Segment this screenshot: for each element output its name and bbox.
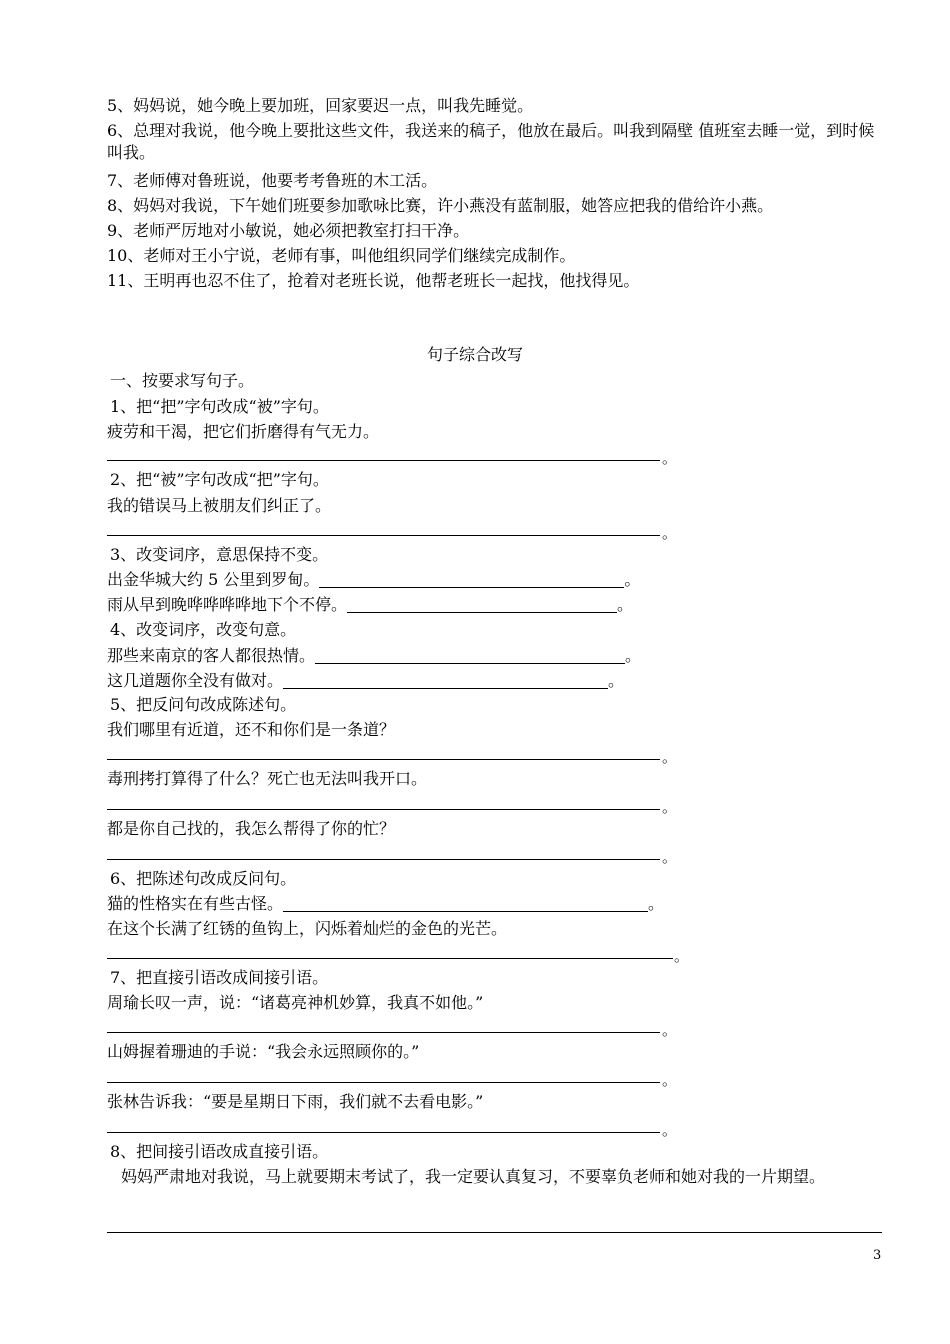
q4-answer-line-1[interactable] xyxy=(315,647,625,664)
q6-sentence-2: 在这个长满了红锈的鱼钩上，闪烁着灿烂的金色的光芒。 xyxy=(107,919,508,938)
q7-end-mark-3: 。 xyxy=(662,1121,678,1139)
q5-title: 5、把反问句改成陈述句。 xyxy=(110,695,297,714)
page-number: 3 xyxy=(873,1248,882,1263)
q4-answer-line-2[interactable] xyxy=(283,672,608,689)
q6-end-mark-2: 。 xyxy=(674,947,690,965)
q6-sentence-1: 猫的性格实在有些古怪。 xyxy=(107,894,284,913)
section-title: 句子综合改写 xyxy=(426,345,523,364)
q2-end-mark: 。 xyxy=(662,524,678,542)
top-item-7: 7、老师傅对鲁班说，他要考考鲁班的木工活。 xyxy=(107,171,438,190)
top-item-10: 10、老师对王小宁说，老师有事，叫他组织同学们继续完成制作。 xyxy=(107,246,576,265)
q4-sentence-1: 那些来南京的客人都很热情。 xyxy=(107,646,316,665)
top-item-6: 6、总理对我说，他今晚上要批这些文件，我送来的稿子，他放在最后。叫我到隔壁 值班室去睡一觉，到时候叫我。 xyxy=(107,121,875,162)
q6-sentence-1-row xyxy=(107,893,664,915)
q5-answer-line-3[interactable] xyxy=(107,859,660,860)
q4-sentence-2: 这几道题你全没有做对。 xyxy=(107,671,284,690)
q3-sentence-1-row xyxy=(107,569,640,591)
q7-end-mark-2: 。 xyxy=(662,1071,678,1089)
q5-sentence-2: 毒刑拷打算得了什么？死亡也无法叫我开口。 xyxy=(107,769,428,788)
q2-answer-line[interactable] xyxy=(107,535,660,536)
q7-answer-line-3[interactable] xyxy=(107,1132,660,1133)
q3-title: 3、改变词序，意思保持不变。 xyxy=(110,545,329,564)
q3-sentence-2: 雨从早到晚哗哗哗哗地下个不停。 xyxy=(107,595,348,614)
q7-title: 7、把直接引语改成间接引语。 xyxy=(110,968,329,987)
q4-sentence-1-row xyxy=(107,645,641,667)
part-heading: 一、按要求写句子。 xyxy=(110,371,255,390)
top-item-11: 11、王明再也忍不住了，抢着对老班长说，他帮老班长一起找，他找得见。 xyxy=(107,271,640,290)
q3-end-mark-1: 。 xyxy=(624,570,641,589)
q1-end-mark: 。 xyxy=(662,449,678,467)
q4-sentence-2-row xyxy=(107,670,624,692)
q6-end-mark-1: 。 xyxy=(648,894,665,913)
q7-sentence-1: 周瑜长叹一声，说：“诸葛亮神机妙算，我真不如他。” xyxy=(107,993,484,1012)
q4-end-mark-1: 。 xyxy=(625,646,642,665)
q1-answer-line[interactable] xyxy=(107,460,660,461)
q3-sentence-2-row xyxy=(107,594,633,616)
top-item-8: 8、妈妈对我说，下午她们班要参加歌咏比赛，许小燕没有蓝制服，她答应把我的借给许小燕。 xyxy=(107,196,774,215)
q5-end-mark-2: 。 xyxy=(662,798,678,816)
q8-sentence: 妈妈严肃地对我说，马上就要期末考试了，我一定要认真复习，不要辜负老师和她对我的一片期望。 xyxy=(121,1167,826,1186)
q5-end-mark-1: 。 xyxy=(662,748,678,766)
q1-title: 1、把“把”字句改成“被”字句。 xyxy=(110,397,329,416)
q5-answer-line-2[interactable] xyxy=(107,809,660,810)
q7-answer-line-2[interactable] xyxy=(107,1082,660,1083)
q3-answer-line-1[interactable] xyxy=(319,571,624,588)
q7-answer-line-1[interactable] xyxy=(107,1032,660,1033)
top-item-9: 9、老师严厉地对小敏说，她必须把教室打扫干净。 xyxy=(107,221,470,240)
top-item-5: 5、妈妈说，她今晚上要加班，回家要迟一点，叫我先睡觉。 xyxy=(107,96,534,115)
q2-sentence: 我的错误马上被朋友们纠正了。 xyxy=(107,496,332,515)
q6-title: 6、把陈述句改成反问句。 xyxy=(110,869,297,888)
q3-answer-line-2[interactable] xyxy=(347,596,617,613)
q8-title: 8、把间接引语改成直接引语。 xyxy=(110,1142,329,1161)
q5-sentence-1: 我们哪里有近道，还不和你们是一条道？ xyxy=(107,720,396,739)
q6-answer-line-1[interactable] xyxy=(283,895,648,912)
q5-answer-line-1[interactable] xyxy=(107,759,660,760)
q8-answer-line[interactable] xyxy=(107,1232,882,1233)
q3-end-mark-2: 。 xyxy=(617,595,634,614)
q4-title: 4、改变词序，改变句意。 xyxy=(110,620,297,639)
q5-end-mark-3: 。 xyxy=(662,848,678,866)
q7-sentence-3: 张林告诉我：“要是星期日下雨，我们就不去看电影。” xyxy=(107,1092,484,1111)
q7-sentence-2: 山姆握着珊迪的手说：“我会永远照顾你的。” xyxy=(107,1042,420,1061)
q6-answer-line-2[interactable] xyxy=(107,958,673,959)
q1-sentence: 疲劳和干渴，把它们折磨得有气无力。 xyxy=(107,422,380,441)
q7-end-mark-1: 。 xyxy=(662,1021,678,1039)
q3-sentence-1: 出金华城大约 5 公里到罗甸。 xyxy=(107,570,320,589)
q5-sentence-3: 都是你自己找的，我怎么帮得了你的忙？ xyxy=(107,819,396,838)
q2-title: 2、把“被”字句改成“把”字句。 xyxy=(110,470,329,489)
q4-end-mark-2: 。 xyxy=(608,671,625,690)
